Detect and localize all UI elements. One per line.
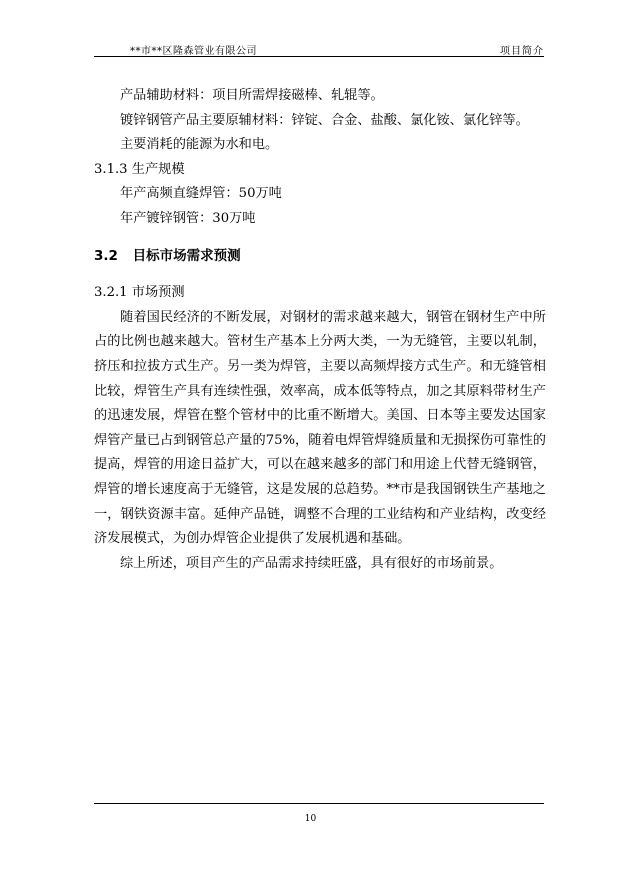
paragraph-capacity-welded: 年产高频直缝焊管：50万吨 [120, 186, 282, 202]
page-header [94, 38, 544, 56]
subsection-heading-3-1-3 [94, 158, 546, 183]
paragraph-galvanized-materials: 镀锌钢管产品主要原辅材料：锌锭、合金、盐酸、氯化铵、氯化锌等。 [120, 112, 529, 128]
paragraph-auxiliary-materials: 产品辅助材料：项目所需焊接磁棒、轧辊等。 [120, 88, 384, 103]
header-company-name: **市**区隆森管业有限公司 [130, 46, 257, 57]
paragraph-energy: 主要消耗的能源为水和电。 [120, 137, 279, 153]
subsection-title: 生产规模 [131, 161, 185, 177]
subsection-number: 3.2.1 [94, 285, 128, 301]
header-section-title: 项目简介 [500, 46, 544, 57]
document-body [94, 84, 546, 576]
paragraph-capacity-galvanized: 年产镀锌钢管：30万吨 [120, 210, 256, 226]
paragraph-conclusion: 综上所述，项目产生的产品需求持续旺盛，具有很好的市场前景。 [120, 555, 503, 571]
subsection-title: 市场预测 [131, 285, 185, 301]
section-title: 目标市场需求预测 [132, 247, 241, 264]
header-divider [94, 56, 544, 57]
section-heading-3-2 [94, 244, 546, 269]
page-number: 10 [304, 814, 317, 824]
paragraph-market-forecast: 随着国民经济的不断发展，对钢材的需求越来越大，钢管在钢材生产中所占的比例也越来越大。管材生产基本上分两大类，一为无缝管，主要以轧制，挤压和拉拔方式生产。另一类为焊管，主要以高频焊接方式生产。和无缝管相比较，焊管生产具有连续性强，效率高，成本低等特点，加之其原料带材生产的迅速发展，焊管在整个管材中的比重不断增大。美国、日本等主要发达国家焊管产量已占到钢管总产量的75%，随着电焊管焊缝质量和无损探伤可靠性的提高，焊管的用途日益扩大，可以在越来越多的部门和用途上代替无缝钢管，焊管的增长速度高于无缝管，这是发展的总趋势。**市是我国钢铁生产基地之一，钢铁资源丰富。延伸产品链，调整不合理的工业结构和产业结构，改变经济发展模式，为创办焊管企业提供了发展机遇和基础。 [94, 309, 546, 547]
subsection-heading-3-2-1 [94, 281, 546, 306]
section-number: 3.2 [94, 247, 118, 264]
footer-divider [94, 803, 544, 804]
subsection-number: 3.1.3 [94, 161, 128, 177]
